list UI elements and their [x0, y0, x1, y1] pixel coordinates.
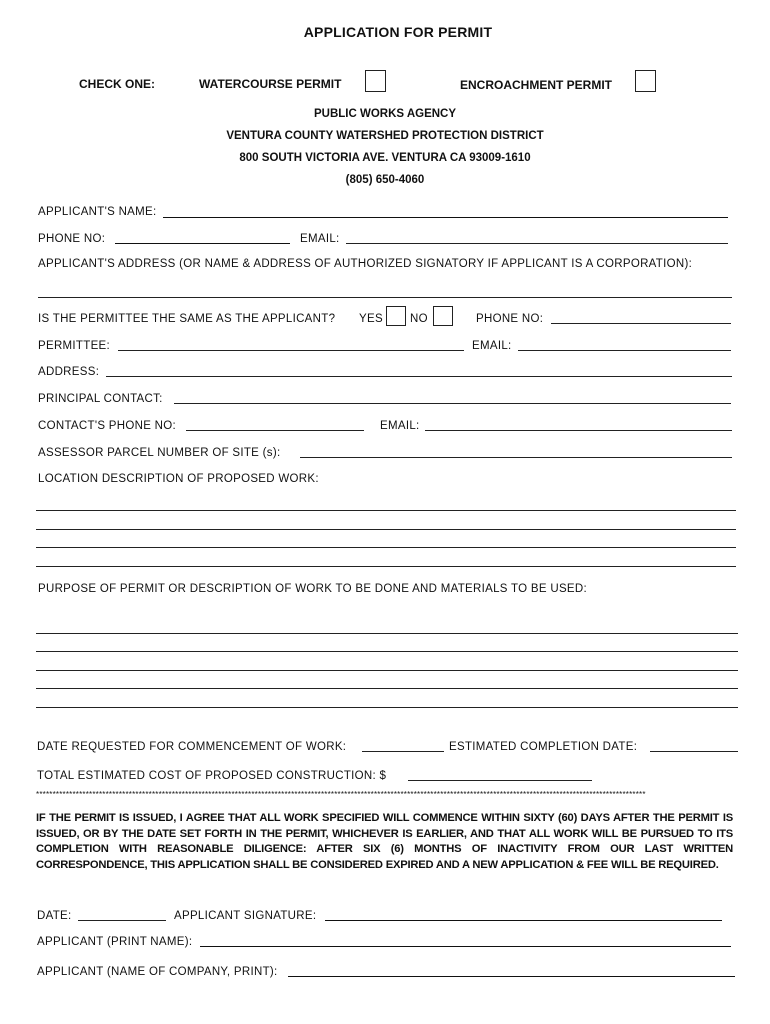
yes-checkbox[interactable]	[386, 306, 406, 326]
agency-phone: (805) 650-4060	[345, 174, 425, 186]
purpose-line-5[interactable]	[36, 707, 738, 708]
signature-date-field[interactable]	[78, 920, 166, 921]
contact-phone-field[interactable]	[186, 430, 364, 431]
permittee-same-question: IS THE PERMITTEE THE SAME AS THE APPLICANT?	[38, 313, 336, 325]
total-cost-label: TOTAL ESTIMATED COST OF PROPOSED CONSTRUCTION: $	[37, 770, 387, 782]
email-label: EMAIL:	[300, 233, 340, 245]
expiration-notice: IF THE PERMIT IS ISSUED, I AGREE THAT ALL WORK SPECIFIED WILL COMMENCE WITHIN SIXTY (60) DAYS AFTER THE PERMIT IS ISSUED, OR BY THE DATE SET FORTH IN THE PERMIT, WHICHEVER IS EARLIER, AND THAT ALL WORK WILL BE PURSUED TO ITS COMPLETION WITH REASONABLE DILIGENCE: AFTER SIX (6) MONTHS OF INACTIVITY FROM OUR LAST WRITTEN CORRESPONDENCE, THIS APPLICATION SHALL BE CONSIDERED EXPIRED AND A NEW APPLICATION & FEE WILL BE REQUIRED.	[36, 812, 733, 871]
total-cost-field[interactable]	[408, 780, 592, 781]
print-name-label: APPLICANT (PRINT NAME):	[37, 936, 193, 948]
purpose-line-3[interactable]	[36, 670, 738, 671]
encroachment-permit-label: ENCROACHMENT PERMIT	[460, 78, 612, 92]
estimated-completion-field[interactable]	[650, 751, 738, 752]
purpose-line-1[interactable]	[36, 633, 738, 634]
asterisk-separator: ****************************************************************************************************************************************************************************************	[36, 790, 646, 799]
contact-email-label: EMAIL:	[380, 420, 420, 432]
assessor-parcel-label: ASSESSOR PARCEL NUMBER OF SITE (s):	[38, 447, 281, 459]
applicant-name-label: APPLICANT'S NAME:	[38, 206, 157, 218]
date-requested-field[interactable]	[362, 751, 444, 752]
date-requested-label: DATE REQUESTED FOR COMMENCEMENT OF WORK:	[37, 741, 347, 753]
phone-field[interactable]	[115, 243, 290, 244]
applicant-address-label: APPLICANT'S ADDRESS (OR NAME & ADDRESS OF AUTHORIZED SIGNATORY IF APPLICANT IS A CORPORATION):	[38, 258, 693, 270]
address-field[interactable]	[106, 376, 732, 377]
company-name-label: APPLICANT (NAME OF COMPANY, PRINT):	[37, 966, 278, 978]
company-name-field[interactable]	[288, 976, 735, 977]
purpose-label: PURPOSE OF PERMIT OR DESCRIPTION OF WORK TO BE DONE AND MATERIALS TO BE USED:	[38, 583, 587, 595]
agency-address: 800 SOUTH VICTORIA AVE. VENTURA CA 93009-1610	[239, 152, 531, 164]
contact-phone-label: CONTACT'S PHONE NO:	[38, 420, 177, 432]
watercourse-permit-label: WATERCOURSE PERMIT	[199, 77, 342, 91]
purpose-line-4[interactable]	[36, 688, 738, 689]
encroachment-permit-checkbox[interactable]	[635, 70, 656, 92]
address-label: ADDRESS:	[38, 366, 100, 378]
watercourse-permit-checkbox[interactable]	[365, 70, 386, 92]
estimated-completion-label: ESTIMATED COMPLETION DATE:	[449, 741, 638, 753]
permittee-field[interactable]	[118, 350, 464, 351]
agency-name: PUBLIC WORKS AGENCY	[313, 108, 457, 120]
print-name-field[interactable]	[200, 946, 731, 947]
permittee-phone-label: PHONE NO:	[476, 313, 544, 325]
permittee-email-label: EMAIL:	[472, 340, 512, 352]
yes-label: YES	[359, 313, 383, 325]
no-checkbox[interactable]	[433, 306, 453, 326]
principal-contact-field[interactable]	[174, 403, 731, 404]
contact-email-field[interactable]	[425, 430, 732, 431]
page-title: APPLICATION FOR PERMIT	[303, 24, 493, 40]
applicant-name-field[interactable]	[163, 217, 728, 218]
signature-date-label: DATE:	[37, 910, 72, 922]
assessor-parcel-field[interactable]	[300, 457, 732, 458]
location-description-label: LOCATION DESCRIPTION OF PROPOSED WORK:	[38, 473, 319, 485]
email-field[interactable]	[346, 243, 728, 244]
district-name: VENTURA COUNTY WATERSHED PROTECTION DISTRICT	[226, 130, 544, 142]
applicant-address-field[interactable]	[38, 297, 732, 298]
location-line-2[interactable]	[36, 529, 736, 530]
purpose-line-2[interactable]	[36, 651, 738, 652]
permittee-email-field[interactable]	[518, 350, 731, 351]
permittee-phone-field[interactable]	[551, 323, 731, 324]
location-line-3[interactable]	[36, 547, 736, 548]
permittee-label: PERMITTEE:	[38, 340, 111, 352]
principal-contact-label: PRINCIPAL CONTACT:	[38, 393, 163, 405]
no-label: NO	[410, 313, 428, 325]
applicant-signature-label: APPLICANT SIGNATURE:	[174, 910, 317, 922]
location-line-1[interactable]	[36, 510, 736, 511]
location-line-4[interactable]	[36, 566, 736, 567]
phone-label: PHONE NO:	[38, 233, 106, 245]
applicant-signature-field[interactable]	[325, 920, 722, 921]
check-one-label: CHECK ONE:	[79, 77, 156, 91]
